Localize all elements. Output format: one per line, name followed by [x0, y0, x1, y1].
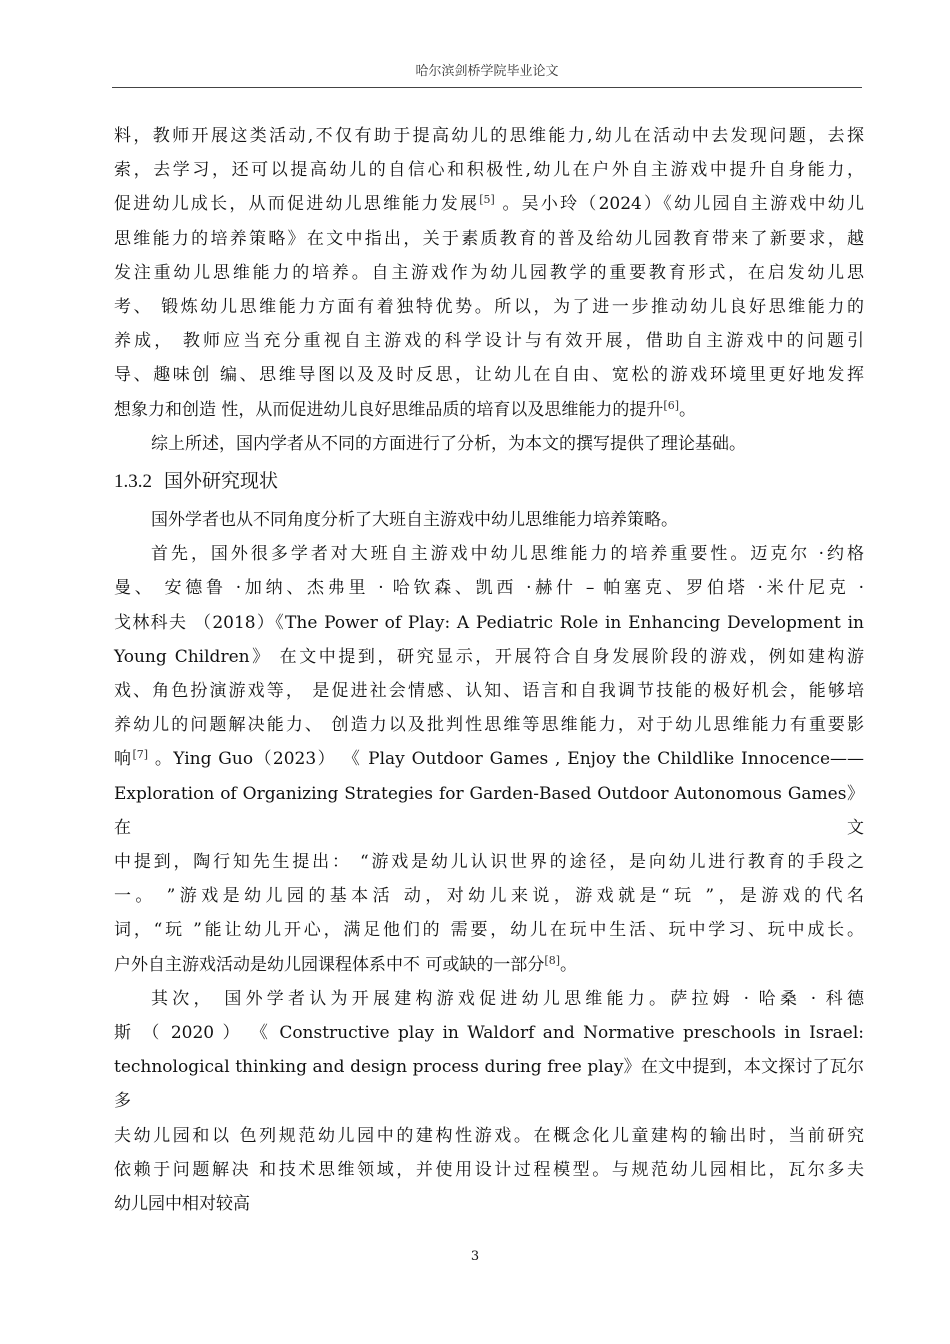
p1-line-3: [114, 187, 864, 221]
p4-line-12-text: 户外自主游戏活动是幼儿园课程体系中不 可或缺的一部分: [114, 954, 545, 975]
p5-line-3: technological thinking and design process during free play》在文中提到，本文探讨了瓦尔多: [114, 1057, 864, 1112]
header-divider: [112, 87, 862, 88]
p1-line-9: [114, 393, 864, 427]
p4-line-9: 中提到，陶行知先生提出： “游戏是幼儿认识世界的途径，是向幼儿进行教育的手段之: [114, 852, 864, 873]
p1-line-7: 养成， 教师应当充分重视自主游戏的科学设计与有效开展，借助自主游戏中的问题引: [114, 331, 864, 352]
p4-line-6: 养幼儿的问题解决能力、 创造力以及批判性思维等思维能力，对于幼儿思维能力有重要影: [114, 715, 864, 736]
p1-line-3-rest: 。吴小玲（2024）《幼儿园自主游戏中幼儿: [494, 194, 865, 215]
p4-line-8: Exploration of Organizing Strategies for Garden-Based Outdoor Autonomous Games》在文: [114, 783, 864, 838]
section-title: 国外研究现状: [164, 470, 279, 493]
p5-line-5: 依赖于问题解决 和技术思维领域，并使用设计过程模型。与规范幼儿园相比，瓦尔多夫: [114, 1159, 864, 1180]
p1-line-9-rest: 。: [679, 399, 696, 420]
p1-line-9-text: 想象力和创造 性，从而促进幼儿良好思维品质的培育以及思维能力的提升: [114, 399, 664, 420]
p4-line-7: [114, 742, 864, 776]
p4-line-11: 词，“玩 ”能让幼儿开心，满足他们的 需要，幼儿在玩中生活、玩中学习、玩中成长。: [114, 920, 864, 941]
p5-line-1: 其次， 国外学者认为开展建构游戏促进幼儿思维能力。萨拉姆 · 哈桑 · 科德: [151, 988, 864, 1009]
citation-8: [8]: [544, 953, 560, 967]
p1-line-2: 索，去学习，还可以提高幼儿的自信心和积极性,幼儿在户外自主游戏中提升自身能力，: [114, 160, 864, 181]
p5-line-6: 幼儿园中相对较高: [114, 1194, 250, 1215]
p4-line-4: Young Children》 在文中提到，研究显示，开展符合自身发展阶段的游戏，例如建构游: [114, 646, 864, 667]
p1-line-8: 导、趣味创 编、思维导图以及及时反思，让幼儿在自由、宽松的游戏环境里更好地发挥: [114, 365, 864, 386]
p5-line-2: 斯 （ 2020 ） 《 Constructive play in Waldorf and Normative preschools in Israel:: [114, 1023, 864, 1044]
p1-line-4: 思维能力的培养策略》在文中指出，关于素质教育的普及给幼儿园教育带来了新要求，越: [114, 228, 864, 249]
p4-line-7-text: 响: [114, 749, 133, 770]
section-number: 1.3.2: [114, 471, 152, 493]
p3: 国外学者也从不同角度分析了大班自主游戏中幼儿思维能力培养策略。: [151, 510, 678, 531]
p4-line-12-rest: 。: [560, 954, 577, 975]
citation-5: [5]: [479, 193, 495, 207]
p4-line-7-rest: 。Ying Guo（2023） 《 Play Outdoor Games , Enjoy the Childlike Innocence——: [148, 749, 865, 770]
p1-line-1: 料，教师开展这类活动,不仅有助于提高幼儿的思维能力,幼儿在活动中去发现问题，去探: [114, 126, 864, 146]
citation-7: [7]: [132, 748, 149, 762]
main-text: [114, 119, 864, 1221]
section-heading: [114, 464, 864, 499]
p4-line-2: 曼、 安德鲁 ·加纳、杰弗里 · 哈钦森、凯西 ·赫什 – 帕塞克、罗伯塔 ·米什尼克 ·: [114, 578, 864, 599]
p4-line-12: [114, 948, 864, 982]
p2: 综上所述，国内学者从不同的方面进行了分析，为本文的撰写提供了理论基础。: [151, 433, 746, 454]
p4-line-5: 戏、角色扮演游戏等， 是促进社会情感、认知、语言和自我调节技能的极好机会，能够培: [114, 681, 864, 702]
p4-line-3: 戈林科夫 （2018）《The Power of Play: A Pediatric Role in Enhancing Development in: [114, 612, 864, 633]
p1-line-5: 发注重幼儿思维能力的培养。自主游戏作为幼儿园教学的重要教育形式，在启发幼儿思: [114, 262, 864, 283]
p5-line-4: 夫幼儿园和以 色列规范幼儿园中的建构性游戏。在概念化儿童建构的输出时，当前研究: [114, 1125, 864, 1146]
p1-line-6: 考、 锻炼幼儿思维能力方面有着独特优势。所以，为了进一步推动幼儿良好思维能力的: [114, 297, 864, 318]
p4-line-1: 首先，国外很多学者对大班自主游戏中幼儿思维能力的培养重要性。迈克尔 ·约格: [151, 544, 864, 565]
p4-line-10: 一。 ”游戏是幼儿园的基本活 动，对幼儿来说，游戏就是“玩 ”，是游戏的代名: [114, 886, 864, 907]
p1-line-3-text: 促进幼儿成长，从而促进幼儿思维能力发展: [114, 194, 480, 215]
running-header: 哈尔滨剑桥学院毕业论文: [415, 64, 559, 79]
citation-6: [6]: [663, 398, 679, 412]
page-number: 3: [470, 1249, 480, 1264]
